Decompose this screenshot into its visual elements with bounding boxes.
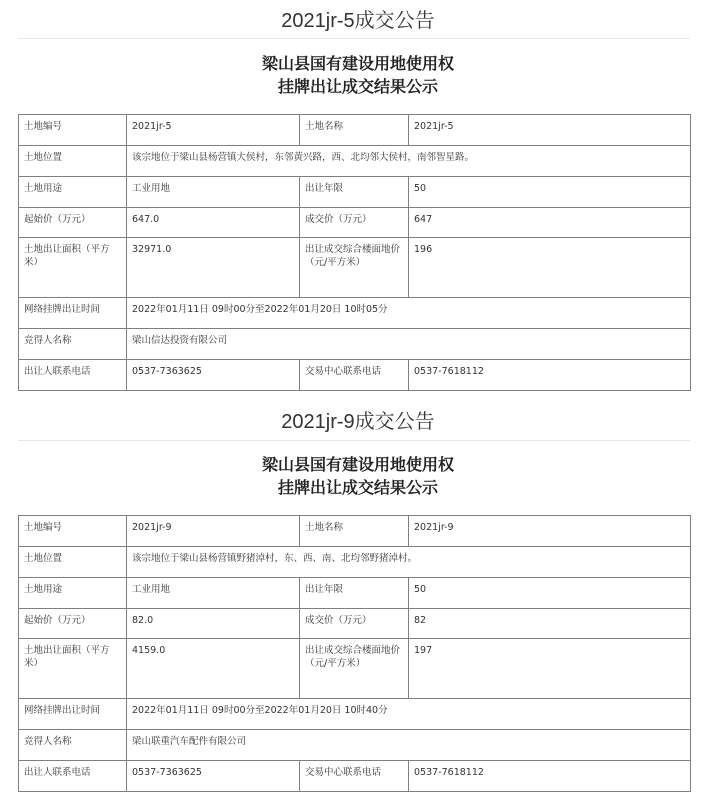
- subtitle-line-2: 挂牌出让成交结果公示: [277, 77, 438, 96]
- listing-time-value: 2022年01月11日 09时00分至2022年01月20日 10时40分: [127, 699, 691, 730]
- table-row: [19, 639, 691, 699]
- table-row: [19, 578, 691, 609]
- seller-phone-value: 0537-7363625: [127, 761, 300, 792]
- table-row: [19, 609, 691, 639]
- table-row: [19, 547, 691, 578]
- term-label: 出让年限: [300, 177, 409, 208]
- table-row: [19, 516, 691, 547]
- table-row: [19, 761, 691, 792]
- area-label: 土地出让面积（平方米）: [19, 639, 127, 699]
- term-value: 50: [409, 177, 691, 208]
- area-value: 4159.0: [127, 639, 300, 699]
- winner-value: 梁山信达投资有限公司: [127, 329, 691, 360]
- result-table: [18, 114, 691, 391]
- listing-time-label: 网络挂牌出让时间: [19, 298, 127, 329]
- seller-phone-label: 出让人联系电话: [19, 360, 127, 391]
- table-row: [19, 146, 691, 177]
- deal-price-value: 647: [409, 208, 691, 238]
- parcel-name-label: 土地名称: [300, 115, 409, 146]
- table-row: [19, 115, 691, 146]
- use-label: 土地用途: [19, 578, 127, 609]
- term-label: 出让年限: [300, 578, 409, 609]
- parcel-no-value: 2021jr-9: [127, 516, 300, 547]
- winner-label: 竞得人名称: [19, 329, 127, 360]
- area-value: 32971.0: [127, 238, 300, 298]
- start-price-label: 起始价（万元）: [19, 208, 127, 238]
- table-row: [19, 298, 691, 329]
- term-value: 50: [409, 578, 691, 609]
- use-value: 工业用地: [127, 177, 300, 208]
- center-phone-value: 0537-7618112: [409, 761, 691, 792]
- title-divider: [18, 38, 690, 39]
- table-row: [19, 177, 691, 208]
- table-row: [19, 329, 691, 360]
- use-label: 土地用途: [19, 177, 127, 208]
- table-row: [19, 699, 691, 730]
- table-row: [19, 730, 691, 761]
- use-value: 工业用地: [127, 578, 300, 609]
- seller-phone-value: 0537-7363625: [127, 360, 300, 391]
- start-price-value: 647.0: [127, 208, 300, 238]
- location-value: 该宗地位于梁山县杨营镇野猪淖村，东、西、南、北均邻野猪淖村。: [127, 547, 691, 578]
- winner-value: 梁山联重汽车配件有限公司: [127, 730, 691, 761]
- winner-label: 竞得人名称: [19, 730, 127, 761]
- parcel-name-value: 2021jr-9: [409, 516, 691, 547]
- subtitle-line-1: 梁山县国有建设用地使用权: [261, 54, 454, 73]
- center-phone-label: 交易中心联系电话: [300, 360, 409, 391]
- deal-price-label: 成交价（万元）: [300, 609, 409, 639]
- listing-time-value: 2022年01月11日 09时00分至2022年01月20日 10时05分: [127, 298, 691, 329]
- floor-price-label: 出让成交综合楼面地价（元/平方米）: [300, 238, 409, 298]
- listing-time-label: 网络挂牌出让时间: [19, 699, 127, 730]
- center-phone-value: 0537-7618112: [409, 360, 691, 391]
- notice-2021jr-5: [0, 0, 716, 395]
- notice-2021jr-9: [0, 404, 716, 807]
- subtitle-line-1: 梁山县国有建设用地使用权: [261, 455, 454, 474]
- parcel-no-value: 2021jr-5: [127, 115, 300, 146]
- parcel-name-value: 2021jr-5: [409, 115, 691, 146]
- title-divider: [18, 440, 690, 441]
- area-label: 土地出让面积（平方米）: [19, 238, 127, 298]
- location-value: 该宗地位于梁山县杨营镇大侯村，东邻黄兴路，西、北均邻大侯村，南邻智星路。: [127, 146, 691, 177]
- location-label: 土地位置: [19, 547, 127, 578]
- subtitle-line-2: 挂牌出让成交结果公示: [277, 478, 438, 497]
- floor-price-value: 196: [409, 238, 691, 298]
- seller-phone-label: 出让人联系电话: [19, 761, 127, 792]
- notice-title: 2021jr-5成交公告: [281, 10, 435, 32]
- parcel-name-label: 土地名称: [300, 516, 409, 547]
- deal-price-value: 82: [409, 609, 691, 639]
- floor-price-label: 出让成交综合楼面地价（元/平方米）: [300, 639, 409, 699]
- result-table: [18, 515, 691, 792]
- floor-price-value: 197: [409, 639, 691, 699]
- table-row: [19, 238, 691, 298]
- notice-title: 2021jr-9成交公告: [281, 411, 435, 433]
- table-row: [19, 360, 691, 391]
- parcel-no-label: 土地编号: [19, 115, 127, 146]
- location-label: 土地位置: [19, 146, 127, 177]
- table-row: [19, 208, 691, 238]
- parcel-no-label: 土地编号: [19, 516, 127, 547]
- start-price-label: 起始价（万元）: [19, 609, 127, 639]
- center-phone-label: 交易中心联系电话: [300, 761, 409, 792]
- start-price-value: 82.0: [127, 609, 300, 639]
- deal-price-label: 成交价（万元）: [300, 208, 409, 238]
